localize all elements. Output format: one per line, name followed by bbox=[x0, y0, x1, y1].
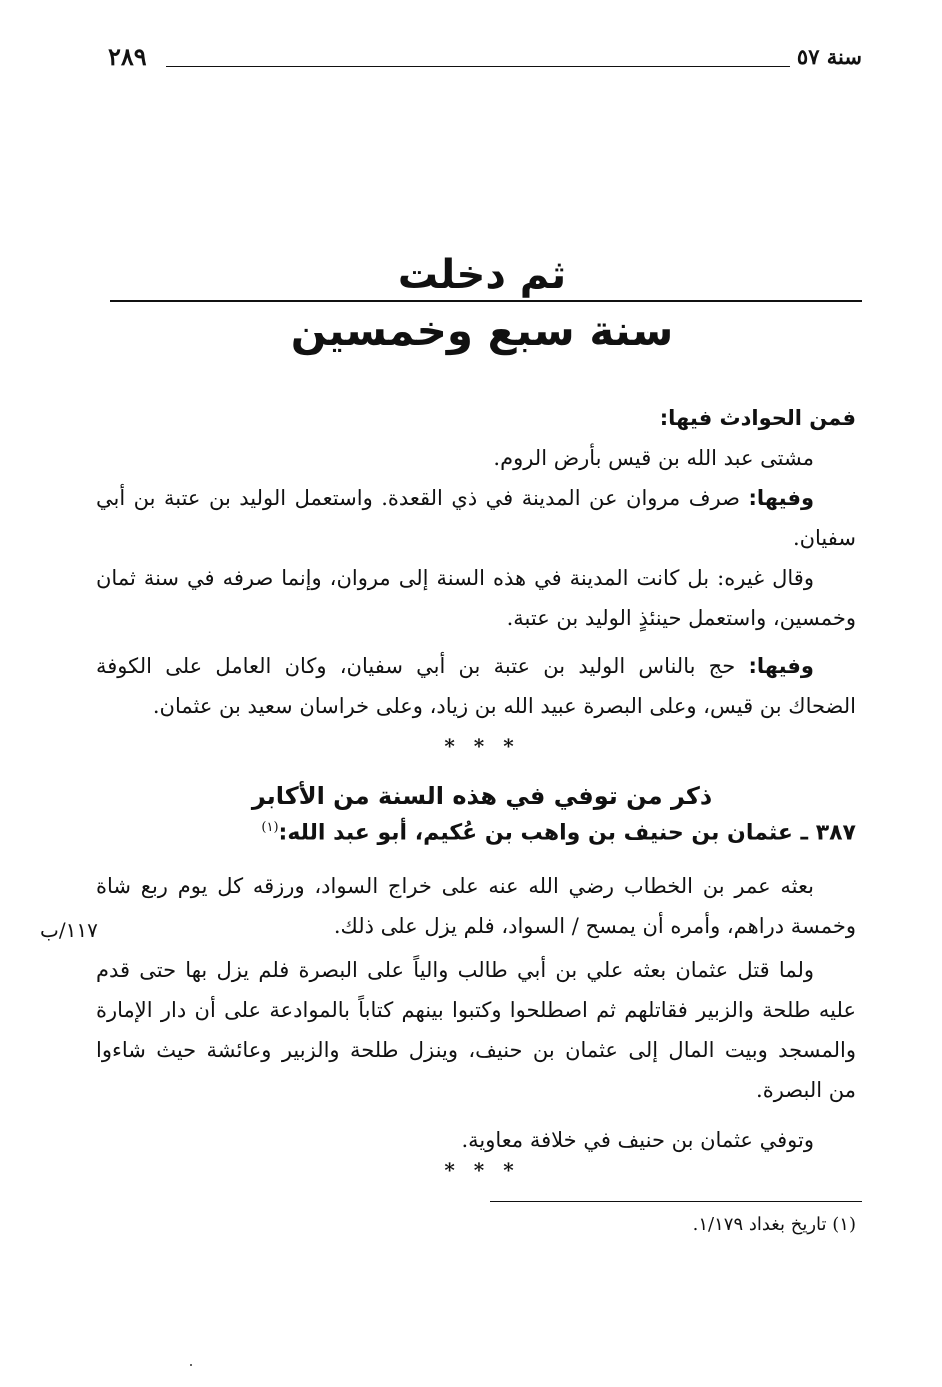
events-intro-text: فمن الحوادث فيها: bbox=[659, 406, 856, 430]
footnote-rule bbox=[490, 1201, 862, 1202]
events-p4-l1-text: حج بالناس الوليد بن عتبة بن أبي سفيان، وكان العامل على الكوفة bbox=[96, 654, 736, 678]
biography-paragraph-3 bbox=[461, 1120, 856, 1160]
chapter-rule bbox=[110, 300, 862, 302]
biography-paragraph-2 bbox=[96, 950, 856, 1110]
events-p4-lead: وفيها: bbox=[748, 654, 814, 678]
events-p4-line1 bbox=[96, 646, 856, 686]
manuscript-folio-marker: ١١٧/ب bbox=[40, 918, 98, 942]
events-p3-line2: وخمسين، واستعمل حينئذٍ الوليد بن عتبة. bbox=[506, 606, 856, 630]
biography-heading bbox=[261, 820, 856, 845]
events-paragraph-3 bbox=[96, 558, 856, 638]
events-p2-l1-text: صرف مروان عن المدينة في ذي القعدة. واستعمل الوليد بن عتبة بن أبي bbox=[96, 486, 740, 510]
bio-p3-text: وتوفي عثمان بن حنيف في خلافة معاوية. bbox=[461, 1128, 814, 1152]
events-p4-line2: الضحاك بن قيس، وعلى البصرة عبيد الله بن زياد، وعلى خراسان سعيد بن عثمان. bbox=[152, 694, 856, 718]
scan-speck bbox=[190, 1364, 192, 1366]
chapter-heading-line1: ثم دخلت bbox=[397, 252, 567, 298]
bio-p2-line2: عليه طلحة والزبير فقاتلهم ثم اصطلحوا وكتبوا بينهم كتاباً بالموادعة على أن دار الإمارة bbox=[96, 998, 856, 1022]
biography-heading-text: ٣٨٧ ـ عثمان بن حنيف بن واهب بن عُكيم، أبو عبد الله: bbox=[278, 820, 856, 846]
section-separator-1: * * * bbox=[444, 734, 520, 758]
bio-p1-line1: بعثه عمر بن الخطاب رضي الله عنه على خراج السواد، ورزقه كل يوم ربع شاة bbox=[96, 874, 814, 898]
events-p2-lead: وفيها: bbox=[748, 486, 814, 510]
bio-p1-line2: وخمسة دراهم، وأمره أن يمسح / السواد، فلم يزل على ذلك. bbox=[333, 914, 856, 938]
events-intro bbox=[660, 398, 856, 438]
bio-p2-line4: من البصرة. bbox=[756, 1078, 856, 1102]
footnote-1: (١) تاريخ بغداد ١/١٧٩. bbox=[692, 1214, 856, 1235]
events-p2-line2: سفيان. bbox=[792, 526, 856, 550]
biography-paragraph-1 bbox=[96, 866, 856, 946]
bio-p2-line3: والمسجد وبيت المال إلى عثمان بن حنيف، وينزل طلحة والزبير وعائشة حيث شاءوا bbox=[96, 1038, 856, 1062]
events-p3-line1: وقال غيره: بل كانت المدينة في هذه السنة إلى مروان، وإنما صرفه في سنة ثمان bbox=[96, 566, 814, 590]
header-rule bbox=[166, 66, 790, 67]
events-paragraph-2 bbox=[96, 478, 856, 558]
chapter-heading-line2: سنة سبع وخمسين bbox=[290, 306, 674, 355]
events-paragraph-1 bbox=[493, 438, 856, 478]
events-p2-line1 bbox=[96, 478, 856, 518]
footnote-reference: (١) bbox=[261, 820, 279, 835]
bio-p2-line1: ولما قتل عثمان بعثه علي بن أبي طالب والياً على البصرة فلم يزل بها حتى قدم bbox=[96, 958, 814, 982]
events-p1-text: مشتى عبد الله بن قيس بأرض الروم. bbox=[493, 446, 814, 470]
section-separator-2: * * * bbox=[444, 1158, 520, 1182]
events-paragraph-4 bbox=[96, 646, 856, 726]
page-number: ٢٨٩ bbox=[108, 42, 147, 71]
deaths-section-title: ذكر من توفي في هذه السنة من الأكابر bbox=[251, 782, 713, 810]
running-header-year: سنة ٥٧ bbox=[796, 44, 862, 69]
